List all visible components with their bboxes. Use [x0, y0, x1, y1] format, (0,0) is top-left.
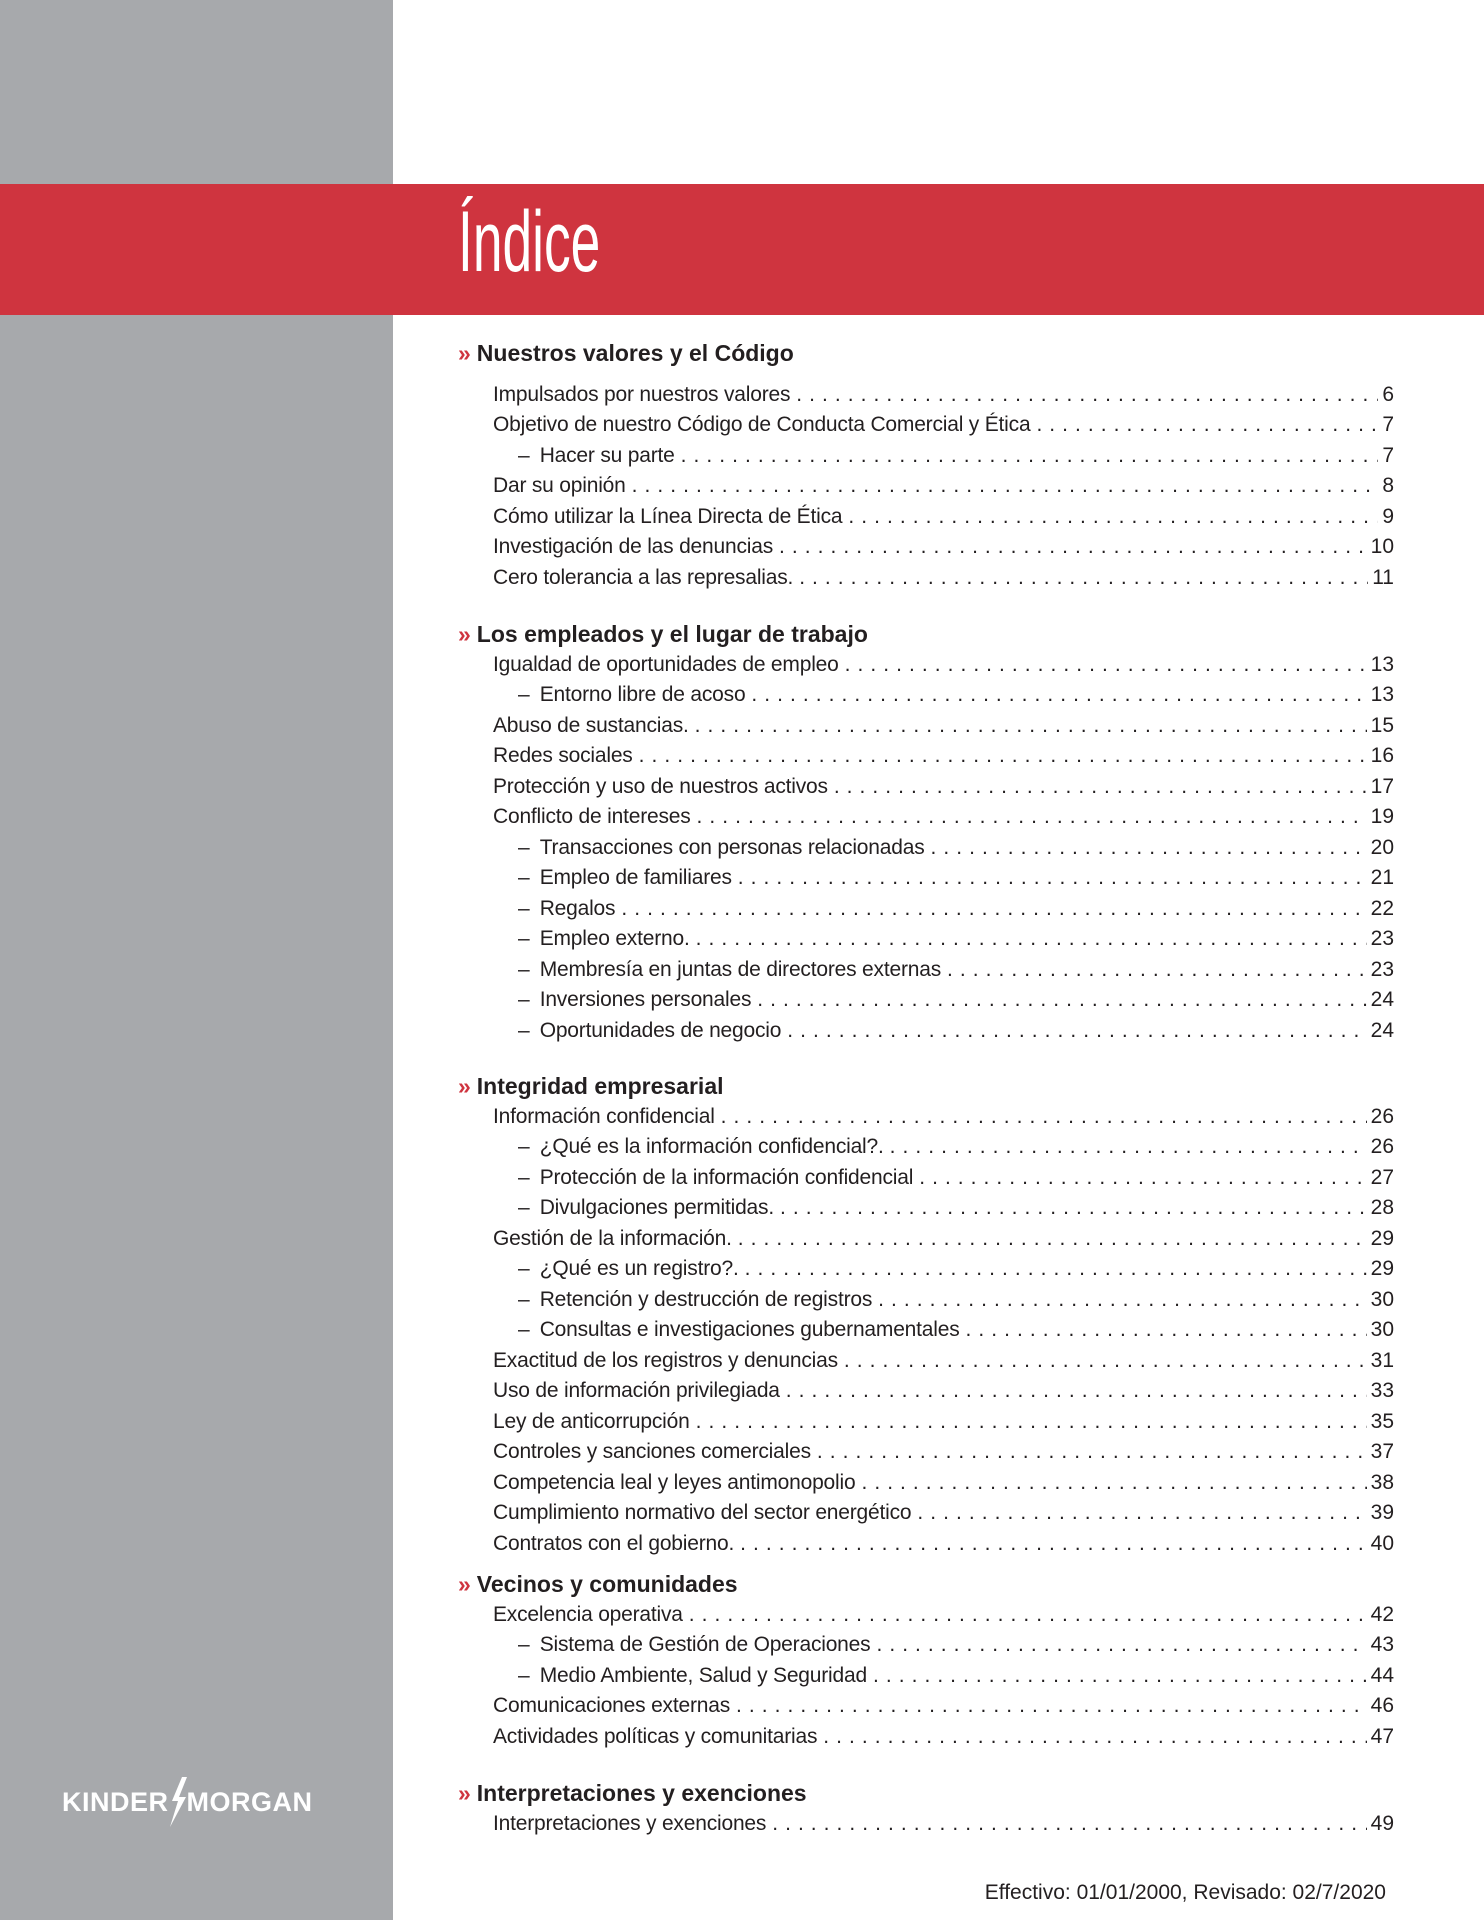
- toc-section: [458, 337, 1394, 369]
- toc-entry[interactable]: Cumplimiento normativo del sector energético . . . 39: [493, 1498, 1394, 1528]
- section-heading[interactable]: » Integridad empresarial: [458, 1073, 724, 1099]
- toc-entry[interactable]: – Empleo de familiares . . . 21: [518, 863, 1394, 893]
- toc-section: [458, 1070, 1394, 1102]
- section-heading[interactable]: » Interpretaciones y exenciones: [458, 1780, 807, 1806]
- toc-entry[interactable]: – Inversiones personales . . . 24: [518, 985, 1394, 1015]
- chevron-right-icon: »: [458, 1571, 471, 1597]
- toc-entry[interactable]: Información confidencial . . . 26: [493, 1102, 1394, 1132]
- toc-entry[interactable]: Excelencia operativa . . . 42: [493, 1600, 1394, 1630]
- section-heading[interactable]: » Vecinos y comunidades: [458, 1571, 738, 1597]
- toc-entry[interactable]: Objetivo de nuestro Código de Conducta Comercial y Ética . . . 7: [493, 410, 1394, 440]
- toc-entry[interactable]: Redes sociales . . . 16: [493, 741, 1394, 771]
- chevron-right-icon: »: [458, 1073, 471, 1099]
- toc-entry[interactable]: – Consultas e investigaciones gubernamentales . . . 30: [518, 1315, 1394, 1345]
- toc-entry[interactable]: Conflicto de intereses . . . 19: [493, 802, 1394, 832]
- logo-text-left: KINDER: [62, 1786, 169, 1817]
- chevron-right-icon: »: [458, 340, 471, 366]
- toc-entry[interactable]: Gestión de la información. . . . 29: [493, 1224, 1394, 1254]
- toc-entry[interactable]: – Membresía en juntas de directores externas . . . 23: [518, 955, 1394, 985]
- toc-section: [458, 1777, 1394, 1809]
- toc-entry[interactable]: Actividades políticas y comunitarias . . . 47: [493, 1722, 1394, 1752]
- toc-section: [458, 618, 1394, 650]
- toc-entry[interactable]: Protección y uso de nuestros activos . . . 17: [493, 772, 1394, 802]
- toc-entry[interactable]: Exactitud de los registros y denuncias . . . 31: [493, 1346, 1394, 1376]
- toc-entry[interactable]: – ¿Qué es un registro?. . . . 29: [518, 1254, 1394, 1284]
- logo-text-right: MORGAN: [186, 1786, 313, 1817]
- toc-entry[interactable]: Uso de información privilegiada . . . 33: [493, 1376, 1394, 1406]
- toc-entry[interactable]: Competencia leal y leyes antimonopolio . . . 38: [493, 1468, 1394, 1498]
- lightning-bolt-icon: [167, 1777, 189, 1827]
- toc-entry[interactable]: Cómo utilizar la Línea Directa de Ética . . . 9: [493, 502, 1394, 532]
- toc-entry[interactable]: – Protección de la información confidencial . . . 27: [518, 1163, 1394, 1193]
- toc-entry[interactable]: Ley de anticorrupción . . . 35: [493, 1407, 1394, 1437]
- toc-entry[interactable]: – Hacer su parte . . . 7: [518, 441, 1394, 471]
- page-title: Índice: [458, 194, 601, 290]
- toc-entry[interactable]: – Transacciones con personas relacionadas . . . 20: [518, 833, 1394, 863]
- toc-entry[interactable]: Abuso de sustancias. . . . 15: [493, 711, 1394, 741]
- toc-entry[interactable]: Impulsados por nuestros valores . . . 6: [493, 380, 1394, 410]
- toc-entry[interactable]: – Regalos . . . 22: [518, 894, 1394, 924]
- chevron-right-icon: »: [458, 1780, 471, 1806]
- toc-entry[interactable]: Igualdad de oportunidades de empleo . . . 13: [493, 650, 1394, 680]
- toc-entry[interactable]: – Divulgaciones permitidas. . . . 28: [518, 1193, 1394, 1223]
- toc-entry[interactable]: Controles y sanciones comerciales . . . 37: [493, 1437, 1394, 1467]
- toc-entry[interactable]: Dar su opinión . . . 8: [493, 471, 1394, 501]
- toc-entry[interactable]: – ¿Qué es la información confidencial?. . . . 26: [518, 1132, 1394, 1162]
- toc-entry[interactable]: – Medio Ambiente, Salud y Seguridad . . . 44: [518, 1661, 1394, 1691]
- toc-entry[interactable]: Contratos con el gobierno. . . . 40: [493, 1529, 1394, 1559]
- toc-entry[interactable]: – Entorno libre de acoso . . . 13: [518, 680, 1394, 710]
- toc-entry[interactable]: – Empleo externo. . . . 23: [518, 924, 1394, 954]
- section-heading[interactable]: » Los empleados y el lugar de trabajo: [458, 621, 868, 647]
- title-banner: [0, 184, 1484, 315]
- toc-entry[interactable]: – Oportunidades de negocio . . . 24: [518, 1016, 1394, 1046]
- kinder-morgan-logo: [62, 1780, 313, 1824]
- toc-entry[interactable]: Investigación de las denuncias . . . 10: [493, 532, 1394, 562]
- toc-entry[interactable]: Comunicaciones externas . . . 46: [493, 1691, 1394, 1721]
- toc-entry[interactable]: – Retención y destrucción de registros . . . 30: [518, 1285, 1394, 1315]
- effective-date: Effectivo: 01/01/2000, Revisado: 02/7/2020: [984, 1881, 1386, 1904]
- toc-entry[interactable]: Cero tolerancia a las represalias. . . . 11: [493, 563, 1394, 593]
- toc-entry[interactable]: – Sistema de Gestión de Operaciones . . . 43: [518, 1630, 1394, 1660]
- section-heading[interactable]: » Nuestros valores y el Código: [458, 340, 794, 366]
- toc-entry[interactable]: Interpretaciones y exenciones . . . 49: [493, 1809, 1394, 1839]
- chevron-right-icon: »: [458, 621, 471, 647]
- toc-section: [458, 1568, 1394, 1600]
